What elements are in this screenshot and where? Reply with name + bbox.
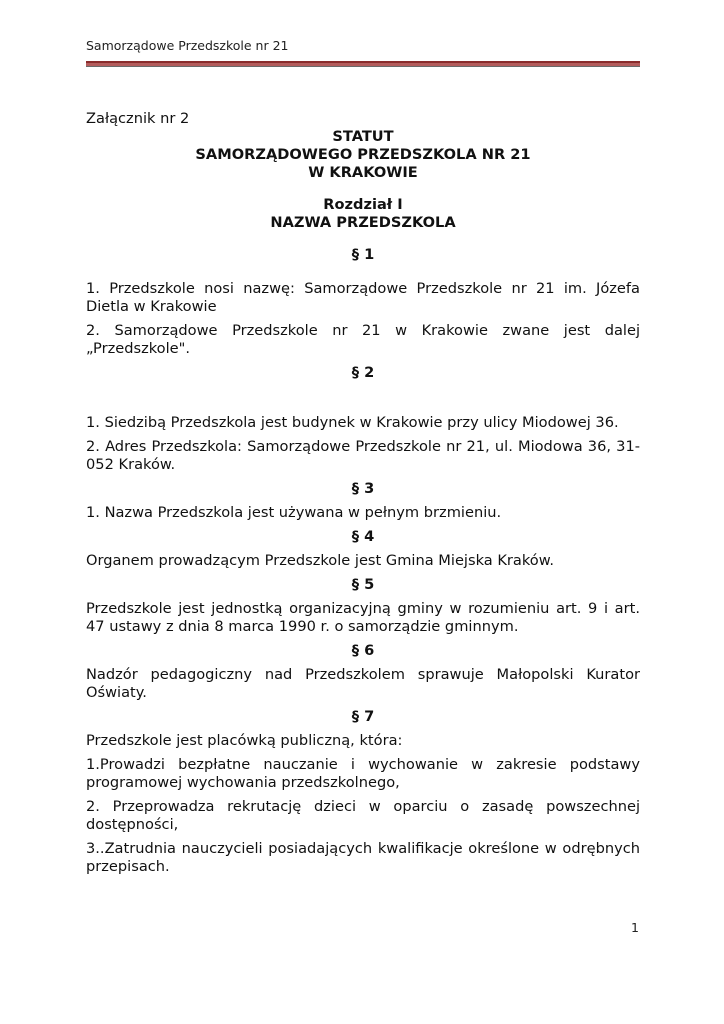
section-7-paragraph-4: 3..Zatrudnia nauczycieli posiadających kwalifikacje określone w odrębnych przepisach.: [86, 840, 640, 875]
section-mark-1: § 1: [351, 246, 375, 263]
title-line-3: W KRAKOWIE: [308, 164, 418, 181]
document-body: [86, 110, 640, 882]
title-line-1: STATUT: [332, 128, 394, 145]
section-7-paragraph-2: 1.Prowadzi bezpłatne nauczanie i wychowanie w zakresie podstawy programowej wychowania przedszkolnego,: [86, 756, 640, 791]
chapter-name: NAZWA PRZEDSZKOLA: [270, 214, 456, 231]
section-3-paragraph-1: 1. Nazwa Przedszkola jest używana w pełnym brzmieniu.: [86, 504, 502, 521]
header-rule: [86, 61, 640, 67]
section-1-paragraph-1: 1. Przedszkole nosi nazwę: Samorządowe Przedszkole nr 21 im. Józefa Dietla w Krakowie: [86, 280, 640, 315]
section-mark-7: § 7: [351, 708, 375, 725]
running-header: Samorządowe Przedszkole nr 21: [86, 38, 289, 53]
section-mark-5: § 5: [351, 576, 375, 593]
section-7-paragraph-1: Przedszkole jest placówką publiczną, która:: [86, 732, 403, 749]
section-mark-2: § 2: [351, 364, 375, 381]
section-4-paragraph-1: Organem prowadzącym Przedszkole jest Gmina Miejska Kraków.: [86, 552, 554, 569]
section-1-paragraph-2: 2. Samorządowe Przedszkole nr 21 w Krakowie zwane jest dalej „Przedszkole".: [86, 322, 640, 357]
chapter-label: Rozdział I: [323, 196, 403, 213]
title-line-2: SAMORZĄDOWEGO PRZEDSZKOLA NR 21: [195, 146, 531, 163]
section-mark-4: § 4: [351, 528, 375, 545]
section-6-paragraph-1: Nadzór pedagogiczny nad Przedszkolem sprawuje Małopolski Kurator Oświaty.: [86, 666, 640, 701]
document-title: [86, 128, 640, 182]
section-5-paragraph-1: Przedszkole jest jednostką organizacyjną gminy w rozumieniu art. 9 i art. 47 ustawy z dnia 8 marca 1990 r. o samorządzie gminnym.: [86, 600, 640, 635]
section-7-paragraph-3: 2. Przeprowadza rekrutację dzieci w oparciu o zasadę powszechnej dostępności,: [86, 798, 640, 833]
section-2-paragraph-2: 2. Adres Przedszkola: Samorządowe Przedszkole nr 21, ul. Miodowa 36, 31-052 Kraków.: [86, 438, 640, 473]
section-mark-3: § 3: [351, 480, 375, 497]
attachment-label: Załącznik nr 2: [86, 110, 190, 127]
section-mark-6: § 6: [351, 642, 375, 659]
section-2-paragraph-1: 1. Siedzibą Przedszkola jest budynek w Krakowie przy ulicy Miodowej 36.: [86, 414, 619, 431]
page-number: 1: [631, 920, 639, 935]
